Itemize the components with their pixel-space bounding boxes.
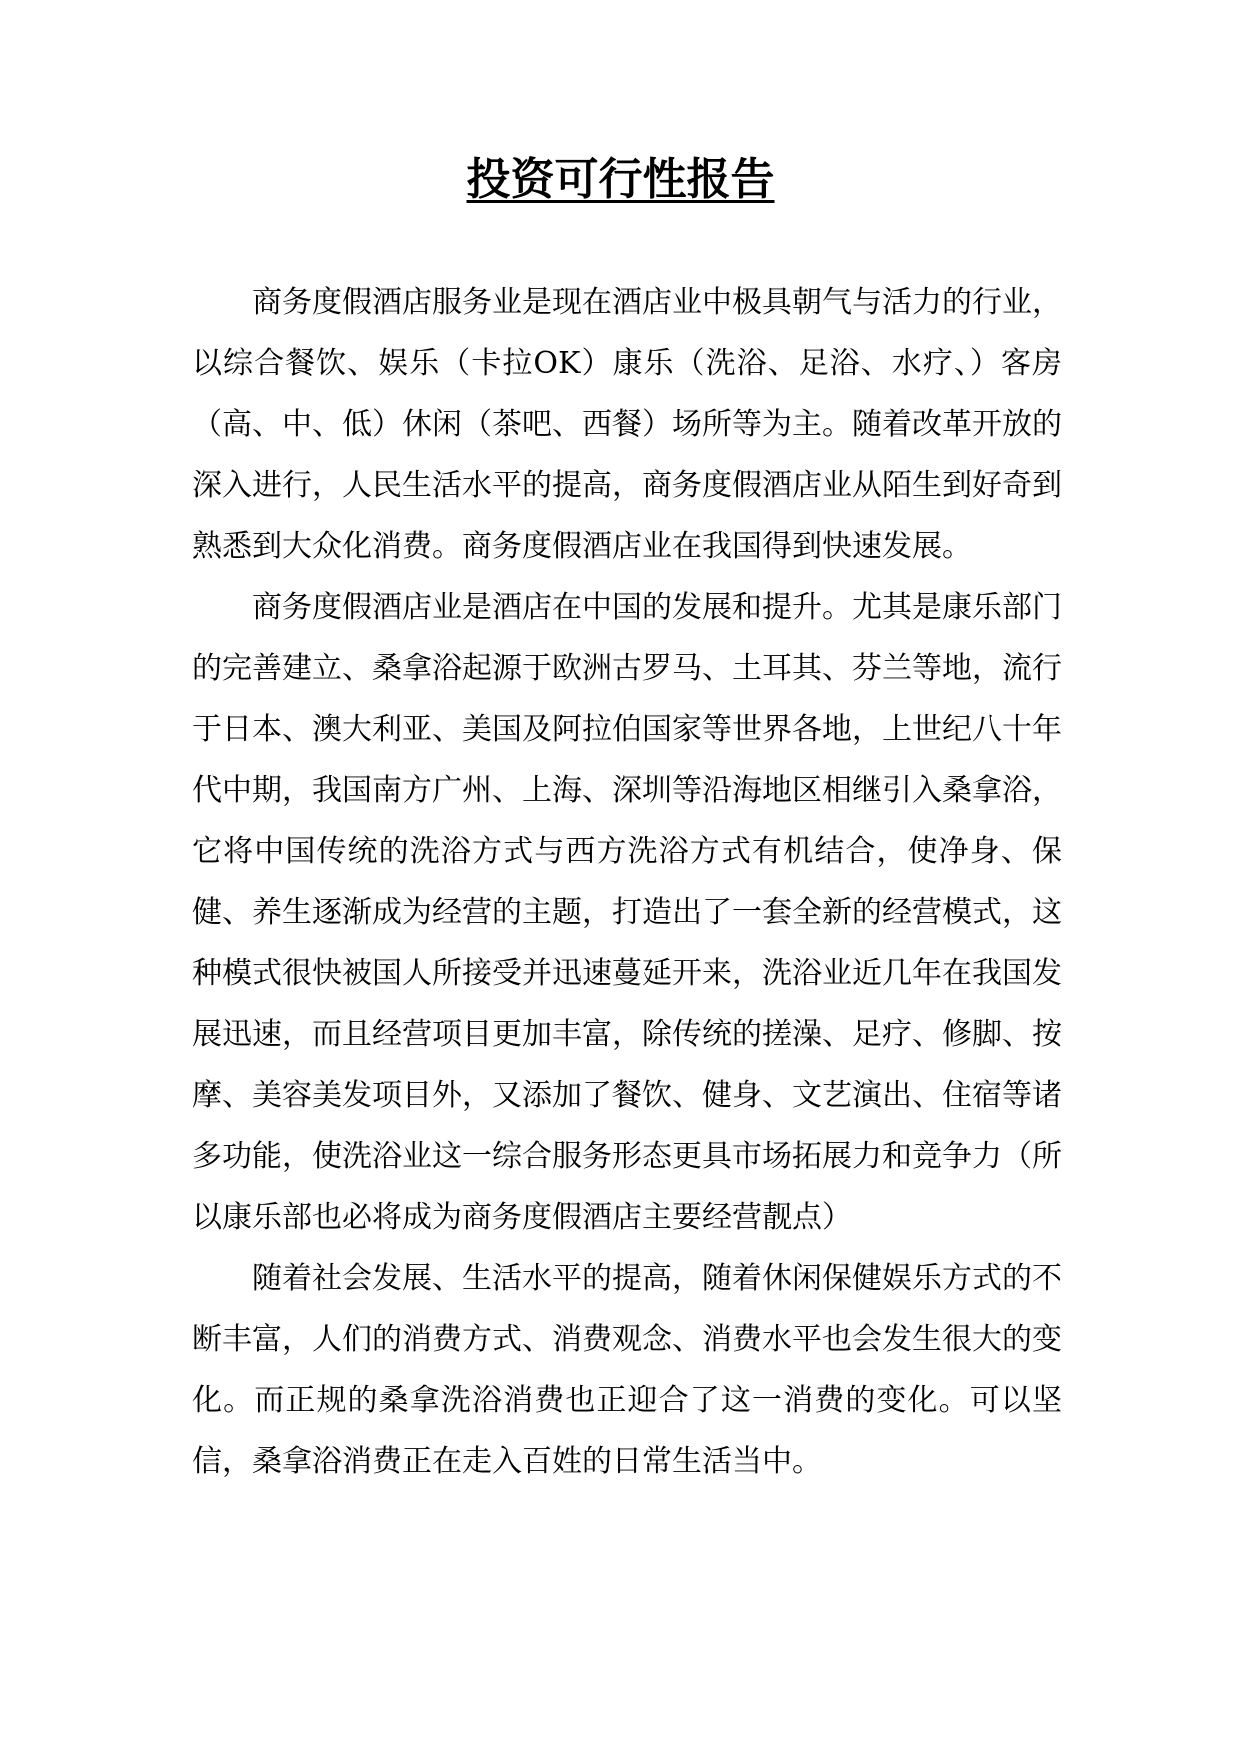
paragraph-3: 随着社会发展、生活水平的提高，随着休闲保健娱乐方式的不断丰富，人们的消费方式、消费观念、消费水平也会发生很大的变化。而正规的桑拿洗浴消费也正迎合了这一消费的变化。可以坚信，桑拿浴消费正在走入百姓的日常生活当中。 [192, 1261, 1062, 1479]
document-body [192, 272, 1062, 1492]
document-title [0, 150, 1241, 210]
paragraph-1: 商务度假酒店服务业是现在酒店业中极具朝气与活力的行业，以综合餐饮、娱乐（卡拉OK）康乐（洗浴、足浴、水疗、）客房（高、中、低）休闲（茶吧、西餐）场所等为主。随着改革开放的深入进行，人民生活水平的提高，商务度假酒店业从陌生到好奇到熟悉到大众化消费。商务度假酒店业在我国得到快速发展。 [192, 285, 1062, 564]
document-title-text: 投资可行性报告 [466, 154, 775, 205]
paragraph-2: 商务度假酒店业是酒店在中国的发展和提升。尤其是康乐部门的完善建立、桑拿浴起源于欧洲古罗马、土耳其、芬兰等地，流行于日本、澳大利亚、美国及阿拉伯国家等世界各地，上世纪八十年代中期，我国南方广州、上海、深圳等沿海地区相继引入桑拿浴，它将中国传统的洗浴方式与西方洗浴方式有机结合，使净身、保健、养生逐渐成为经营的主题，打造出了一套全新的经营模式，这种模式很快被国人所接受并迅速蔓延开来，洗浴业近几年在我国发展迅速，而且经营项目更加丰富，除传统的搓澡、足疗、修脚、按摩、美容美发项目外，又添加了餐饮、健身、文艺演出、住宿等诸多功能，使洗浴业这一综合服务形态更具市场拓展力和竞争力（所以康乐部也必将成为商务度假酒店主要经营靓点） [192, 590, 1062, 1235]
